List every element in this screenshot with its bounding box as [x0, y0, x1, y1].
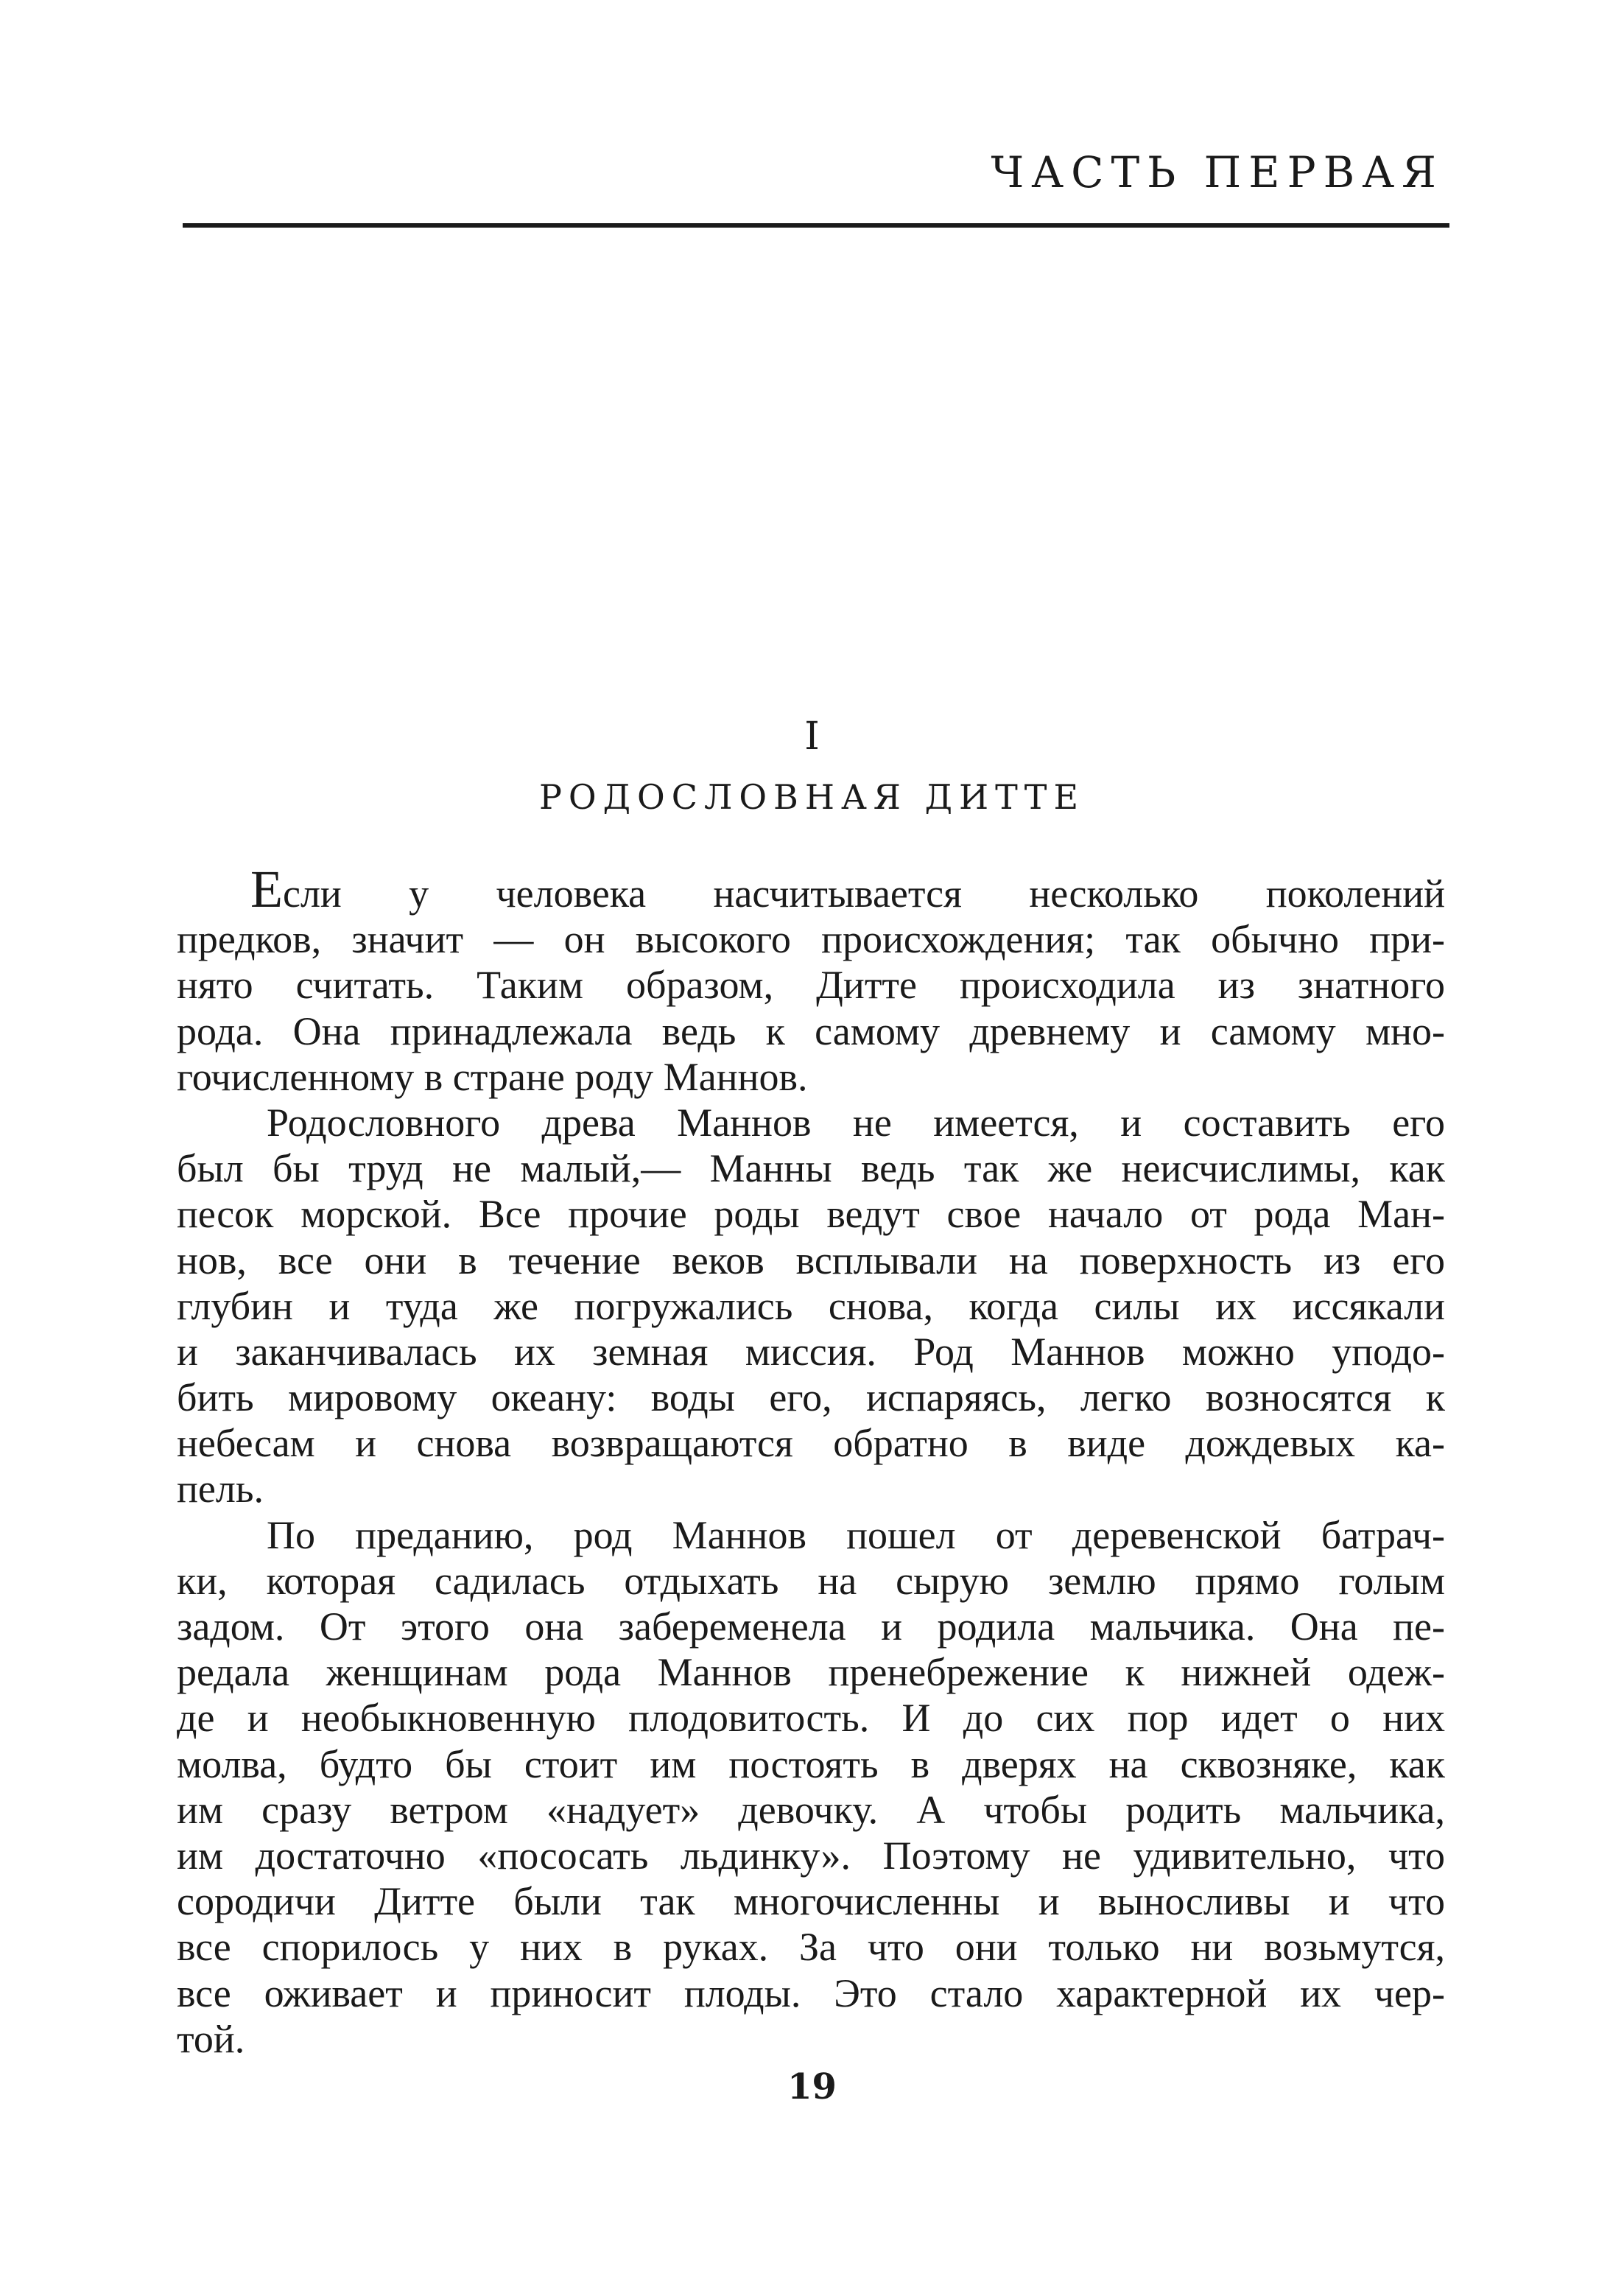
text-line: По преданию, род Маннов пошел от деревенской батрач-	[267, 1512, 1445, 1557]
text-line: им достаточно «пососать льдинку». Поэтому не удивительно, что	[177, 1833, 1445, 1878]
text-line-rest: сли у человека насчитывается несколько поколений	[282, 871, 1445, 916]
text-line: гочисленному в стране роду Маннов.	[177, 1054, 808, 1099]
text-line: нов, все они в течение веков всплывали на поверхность из его	[177, 1238, 1445, 1282]
chapter-title: РОДОСЛОВНАЯ ДИТТЕ	[538, 777, 1086, 817]
drop-cap: Е	[250, 860, 283, 919]
text-line: Родословного древа Маннов не имеется, и составить его	[267, 1100, 1445, 1145]
text-line: редала женщинам рода Маннов пренебрежение к нижней одеж-	[177, 1650, 1445, 1695]
body-text	[177, 860, 1445, 2062]
text-line: все спорилось у них в руках. За что они только ни возьмутся,	[177, 1925, 1445, 1970]
text-line: нято считать. Таким образом, Дитте происходила из знатного	[177, 963, 1445, 1008]
text-line: глубин и туда же погружались снова, когда силы их иссякали	[177, 1283, 1445, 1328]
text-line: той.	[177, 2016, 245, 2061]
text-line: молва, будто бы стоит им постоять в дверях на сквозняке, как	[177, 1741, 1445, 1786]
text-line: небесам и снова возвращаются обратно в виде дождевых ка-	[177, 1421, 1445, 1466]
paragraph	[177, 1100, 1445, 1512]
paragraph	[177, 1512, 1445, 2062]
text-line: и заканчивалась их земная миссия. Род Маннов можно уподо-	[177, 1329, 1445, 1374]
chapter-number: I	[804, 715, 820, 759]
text-line	[177, 860, 1445, 919]
text-line: им сразу ветром «надует» девочку. А чтобы родить мальчика,	[177, 1787, 1445, 1832]
text-line: сородичи Дитте были так многочисленны и выносливы и что	[177, 1879, 1445, 1924]
text-line: ки, которая садилась отдыхать на сырую землю прямо голым	[177, 1558, 1445, 1603]
text-line: пель.	[177, 1467, 264, 1512]
text-line: задом. От этого она забеременела и родила мальчика. Она пе-	[177, 1604, 1445, 1649]
text-line: предков, значит — он высокого происхождения; так обычно при-	[177, 917, 1445, 962]
text-line: песок морской. Все прочие роды ведут свое начало от рода Ман-	[177, 1192, 1445, 1237]
text-line: де и необыкновенную плодовитость. И до сих пор идет о них	[177, 1696, 1445, 1741]
text-line: все оживает и приносит плоды. Это стало характерной их чер-	[177, 1970, 1445, 2015]
paragraph	[177, 860, 1445, 1100]
text-line: был бы труд не малый,— Манны ведь так же неисчислимы, как	[177, 1146, 1445, 1191]
page-number: 19	[787, 2066, 837, 2107]
running-head: ЧАСТЬ ПЕРВАЯ	[991, 147, 1444, 197]
text-line: рода. Она принадлежала ведь к самому древнему и самому мно-	[177, 1008, 1445, 1053]
text-line: бить мировому океану: воды его, испаряясь, легко возносятся к	[177, 1375, 1445, 1420]
header-rule	[183, 223, 1449, 228]
